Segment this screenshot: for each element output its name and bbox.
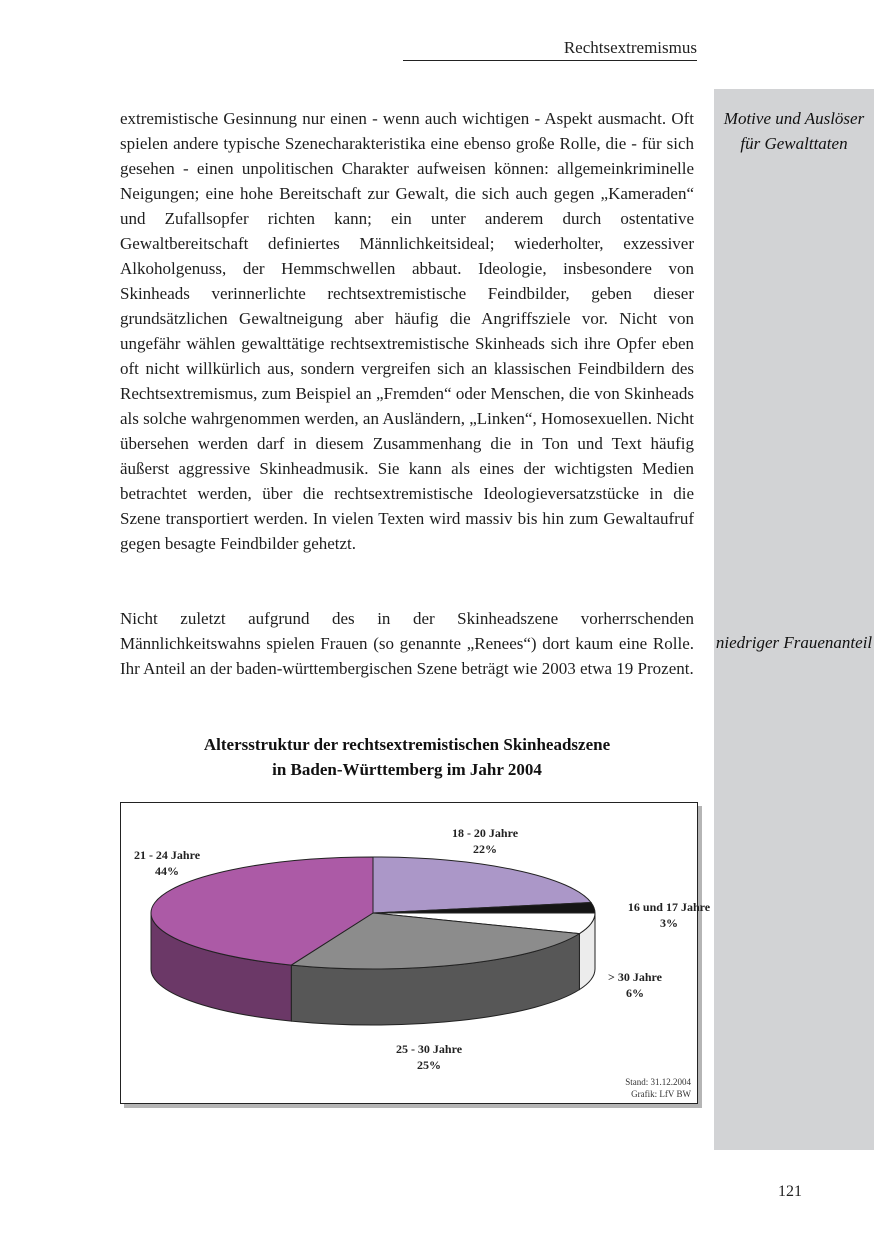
margin-note-frauenanteil: niedriger Frauenanteil (715, 633, 873, 652)
pie-tops (151, 857, 595, 969)
chart-footnote-date: Stand: 31.12.2004 (625, 1077, 691, 1087)
pie-value-21-24: 44% (155, 864, 179, 878)
pie-value-18-20: 22% (473, 842, 497, 856)
pie-label-25-30: 25 - 30 Jahre (395, 1042, 463, 1056)
chart-title (120, 732, 694, 782)
pie-label-21-24: 21 - 24 Jahre (133, 848, 201, 862)
margin-sidebar (714, 89, 874, 1150)
pie-label-16-17: 16 und 17 Jahre (627, 900, 711, 914)
pie-label-18-20: 18 - 20 Jahre (451, 826, 519, 840)
body-paragraph-1: extremistische Gesinnung nur einen - wenn auch wichtigen - Aspekt ausmacht. Oft spielen andere typische Szenecharakteristika eine ebenso große Rolle, die - für sich gesehen - einen unpolitischen Charakter aufweisen können: allgemeinkriminelle Neigungen; eine hohe Bereitschaft zur Gewalt, die sich auch gegen „Kameraden“ und Zufallsopfer richten kann; ein unter anderem durch ostentative Gewaltbereitschaft definiertes Männlichkeitsideal; wiederholter, exzessiver Alkoholgenuss, der Hemmschwellen abbaut. Ideologie, insbesondere von Skinheads verinnerlichte rechtsextremistische Feindbilder, geben dieser grundsätzlichen Gewaltneigung aber häufig die Angriffsziele vor. Nicht von ungefähr wählen gewalttätige rechtsextremistische Skinheads sich ihre Opfer eben oft nicht willkürlich aus, sondern vergreifen sich an klassischen Feindbildern des Rechtsextremismus, zum Beispiel an „Fremden“ oder Menschen, die von Skinheads als solche wahrgenommen werden, an Ausländern, „Linken“, Homosexuellen. Nicht übersehen werden darf in diesem Zusammenhang die in Ton und Text häufig äußerst aggressive Skinheadmusik. Sie kann als eines der wichtigsten Medien betrachtet werden, über die rechtsextremistische Ideologieversatzstücke in die Szene transportiert werden. In vielen Texten wird massiv bis hin zum Gewaltaufruf gegen besagte Feindbilder gehetzt. (120, 109, 694, 553)
margin-note-motive: Motive und Auslöser für Gewalttaten (723, 109, 865, 153)
body-paragraph-2: Nicht zuletzt aufgrund des in der Skinheadszene vorherrschenden Männlichkeitswahns spielen Frauen (so genannte „Renees“) dort kaum eine Rolle. Ihr Anteil an der baden-württembergischen Szene beträgt wie 2003 etwa 19 Prozent. (120, 609, 694, 678)
pie-chart (121, 803, 711, 1103)
page-number: 121 (778, 1183, 802, 1200)
pie-value-16-17: 3% (660, 916, 678, 930)
chart-footnote-source: Grafik: LfV BW (631, 1089, 691, 1099)
chart-title-line-2: in Baden-Württemberg im Jahr 2004 (272, 760, 542, 779)
chart-title-line-1: Altersstruktur der rechtsextremistischen Skinheadszene (203, 735, 611, 754)
pie-value-over-30: 6% (626, 986, 644, 1000)
pie-value-25-30: 25% (417, 1058, 441, 1072)
running-header: Rechtsextremismus (403, 38, 697, 61)
pie-chart-frame (120, 802, 711, 1104)
pie-label-over-30: > 30 Jahre (608, 970, 662, 984)
